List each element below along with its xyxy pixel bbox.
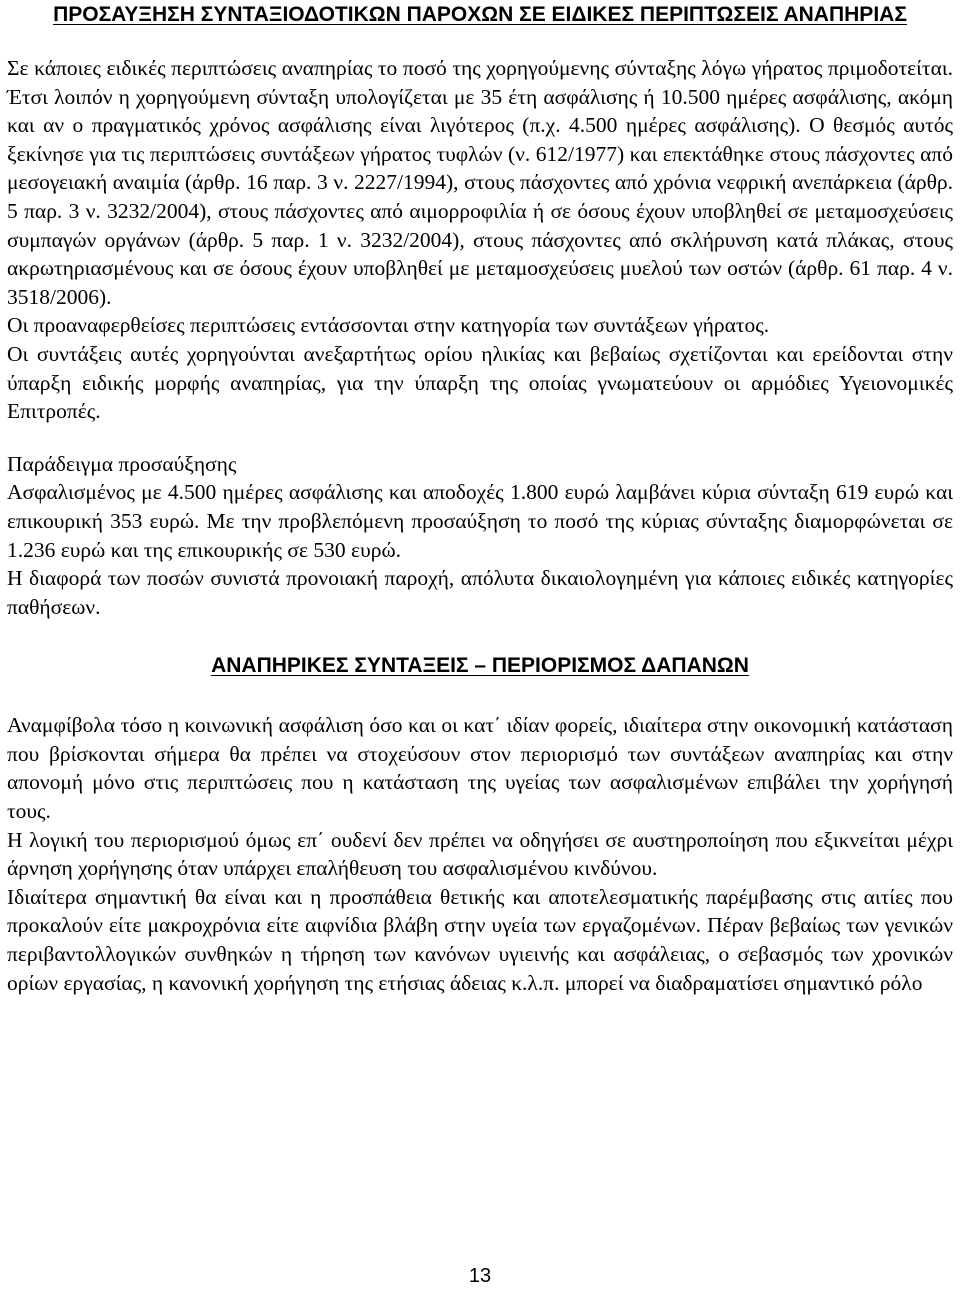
spacer — [7, 621, 953, 651]
example-heading: Παράδειγμα προσαύξησης — [7, 451, 237, 476]
paragraph-logic: Η λογική του περιορισμού όμως επ΄ ουδενί δεν πρέπει να οδηγήσει σε αυστηροποίηση που εξικνείται μέχρι άρνηση χορήγησης όταν υπάρχει επαλήθευση του ασφαλισμένου κινδύνου. — [7, 827, 953, 881]
paragraph-committees: Οι συντάξεις αυτές χορηγούνται ανεξαρτήτως ορίου ηλικίας και βεβαίως σχετίζονται και ερείδονται στην ύπαρξη ειδικής μορφής αναπηρίας, για την ύπαρξη της οποίας γνωματεύουν οι αρμόδιες Υγειονομικές Επιτροπές. — [7, 341, 953, 424]
paragraph-category: Οι προαναφερθείσες περιπτώσεις εντάσσονται στην κατηγορία των συντάξεων γήρατος. — [7, 313, 770, 338]
paragraph-intervention: Ιδιαίτερα σημαντική θα είναι και η προσπάθεια θετικής και αποτελεσματικής παρέμβασης στις αιτίες που προκαλούν είτε μακροχρόνια είτε αιφνίδια βλάβη στην υγεία των εργαζομένων. Πέραν βεβαίως των γενικών περιβαντολλογικών συνθηκών η τήρηση των κανόνων υγιεινής και ασφάλειας, ο σεβασμός των χρονικών ορίων εργασίας, η κανονική χορήγηση της ετήσιας άδειας κ.λ.π. μπορεί να διαδραματίσει σημαντικό ρόλο — [7, 884, 953, 995]
document-page — [7, 0, 953, 997]
paragraph-difference: Η διαφορά των ποσών συνιστά προνοιακή παροχή, απόλυτα δικαιολογημένη για κάποιες ειδικές κατηγορίες παθήσεων. — [7, 566, 953, 619]
spacer — [7, 30, 953, 54]
paragraph-intro: Σε κάποιες ειδικές περιπτώσεις αναπηρίας το ποσό της χορηγούμενης σύνταξης λόγω γήρατος πριμοδοτείται. Έτσι λοιπόν η χορηγούμενη σύνταξη υπολογίζεται με 35 έτη ασφάλισης ή 10.500 ημέρες ασφάλισης, ακόμη και αν ο πραγματικός χρόνος ασφάλισης είναι λιγότερος (π.χ. 4.500 ημέρες ασφάλισης). Ο θεσμός αυτός ξεκίνησε για τις περιπτώσεις συντάξεων γήρατος τυφλών (ν. 612/1977) και επεκτάθηκε στους πάσχοντες από μεσογειακή αναιμία (άρθρ. 16 παρ. 3 ν. 2227/1994), στους πάσχοντες από χρόνια νεφρική ανεπάρκεια (άρθρ. 5 παρ. 3 ν. 3232/2004), στους πάσχοντες από αιμορροφιλία ή σε όσους έχουν υποβληθεί σε μεταμοσχεύσεις συμπαγών οργάνων (άρθρ. 5 παρ. 1 ν. 3232/2004), στους πάσχοντες από σκλήρυνση κατά πλάκας, στους ακρωτηριασμένους και σε όσους έχουν υποβληθεί με μεταμοσχεύσεις μυελού των οστών (άρθρ. 61 παρ. 4 ν. 3518/2006). — [7, 56, 953, 309]
document-title: ΠΡΟΣΑΥΞΗΣΗ ΣΥΝΤΑΞΙΟΔΟΤΙΚΩΝ ΠΑΡΟΧΩΝ ΣΕ ΕΙΔΙΚΕΣ ΠΕΡΙΠΤΩΣΕΙΣ ΑΝΑΠΗΡΙΑΣ — [53, 3, 907, 26]
spacer — [7, 681, 953, 711]
paragraph-example: Ασφαλισμένος με 4.500 ημέρες ασφάλισης και αποδοχές 1.800 ευρώ λαμβάνει κύρια σύνταξη 619 ευρώ και επικουρική 353 ευρώ. Με την προβλεπόμενη προσαύξηση το ποσό της κύριας σύνταξης διαμορφώνεται σε 1.236 ευρώ και της επικουρικής σε 530 ευρώ. — [7, 480, 953, 562]
section-title: ΑΝΑΠΗΡΙΚΕΣ ΣΥΝΤΑΞΕΙΣ – ΠΕΡΙΟΡΙΣΜΟΣ ΔΑΠΑΝΩΝ — [211, 654, 749, 678]
paragraph-limitation: Αναμφίβολα τόσο η κοινωνική ασφάλιση όσο και οι κατ΄ ιδίαν φορείς, ιδιαίτερα στην οικονομική κατάσταση που βρίσκονται σήμερα θα πρέπει να στοχεύσουν στον περιορισμό των συντάξεων αναπηρίας και στην απονομή μόνο στις περιπτώσεις που η κατάσταση της υγείας των ασφαλισμένων επιβάλει την χορήγησή τους. — [7, 713, 953, 824]
spacer — [7, 426, 953, 450]
page-number: 13 — [468, 1265, 492, 1287]
